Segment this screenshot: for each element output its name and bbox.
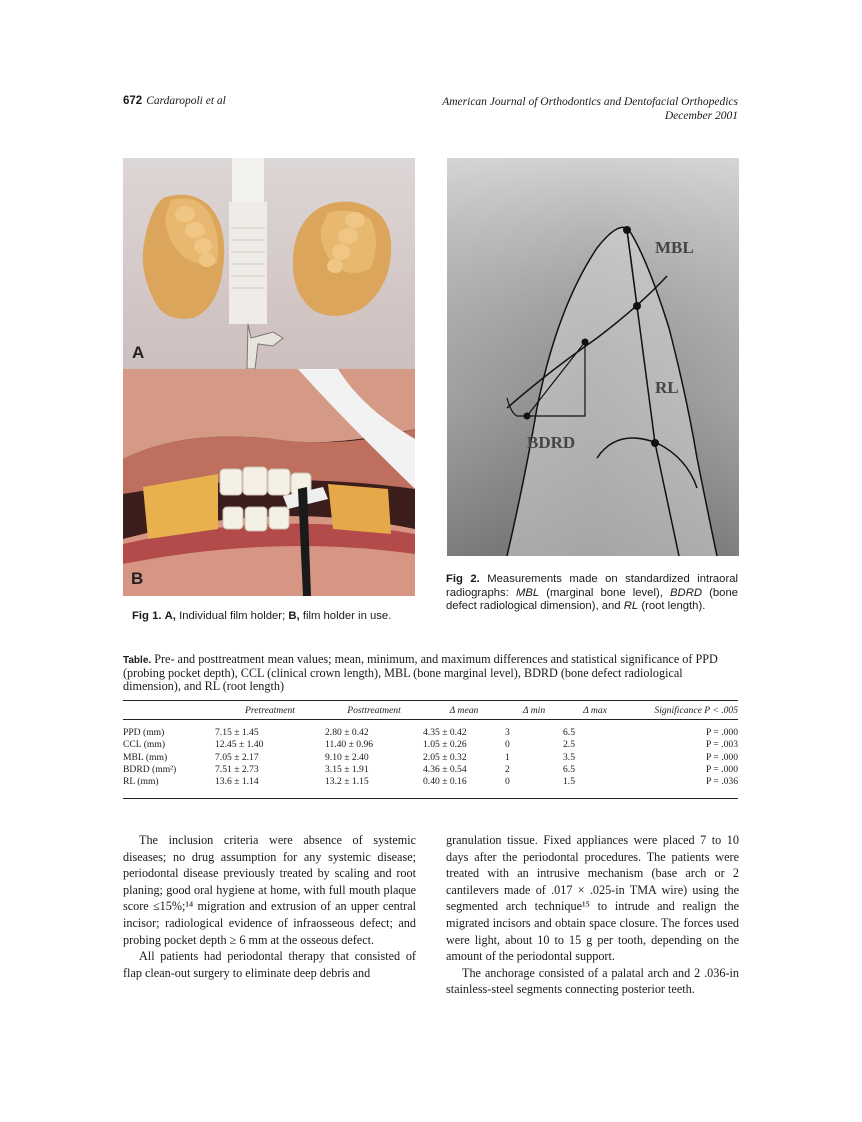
table-cell: 1	[505, 751, 510, 763]
row-label: BDRD (mm²)	[123, 764, 177, 776]
table-cell: 6.5	[563, 764, 575, 776]
table-cell: 9.10 ± 2.40	[325, 751, 369, 763]
figure-2-caption: Fig 2. Measurements made on standardized intraoral radiographs: MBL (marginal bone level), BDRD (bone defect radiological dimension), and RL (root length).	[446, 573, 739, 612]
page-number: 672	[123, 95, 143, 107]
paragraph: All patients had periodontal therapy that consisted of flap clean-out surgery to eliminate deep debris and	[123, 949, 416, 980]
table-header-cell: Posttreatment	[347, 704, 401, 716]
table-cell: 2.80 ± 0.42	[325, 727, 369, 739]
table-header-cell: Significance P < .005	[654, 704, 738, 716]
table-cell: 3.5	[563, 751, 575, 763]
figure-1-caption: Fig 1. A, Individual film holder; B, film holder in use.	[132, 610, 392, 622]
body-column-right	[446, 832, 739, 998]
label-bdrd: BDRD	[527, 433, 576, 452]
film-holder-in-use-illustration	[123, 369, 415, 596]
radiograph-diagram	[447, 158, 739, 556]
table-cell: P = .036	[706, 776, 738, 788]
row-label: CCL (mm)	[123, 739, 166, 751]
table-row	[123, 764, 738, 776]
table-header-cell	[123, 702, 215, 718]
authors: Cardaropoli et al	[146, 95, 226, 107]
figure-1b-photo	[123, 369, 415, 596]
journal-title: American Journal of Orthodontics and Dentofacial Orthopedics	[442, 96, 738, 108]
results-table	[123, 702, 738, 788]
table-row	[123, 776, 738, 788]
table-cell: P = .000	[706, 751, 738, 763]
table-cell: P = .000	[706, 727, 738, 739]
table-cell: 7.05 ± 2.17	[215, 751, 259, 763]
table-cell: 6.5	[563, 727, 575, 739]
figure-1a-photo	[123, 158, 415, 369]
row-label: RL (mm)	[123, 776, 159, 788]
label-rl: RL	[655, 378, 679, 397]
figure-2-caption-label: Fig 2.	[446, 573, 480, 585]
table-cell: 1.5	[563, 776, 575, 788]
table-label: Table.	[123, 655, 152, 666]
table-header-cell: Pretreatment	[245, 704, 295, 716]
figure-2-radiograph	[447, 158, 739, 556]
table-cell: 2	[505, 764, 510, 776]
table-bottom-rule	[123, 798, 738, 799]
table-cell: 12.45 ± 1.40	[215, 739, 264, 751]
table-row	[123, 727, 738, 739]
body-column-left	[123, 832, 416, 981]
table-cell: 0	[505, 739, 510, 751]
table-header-cell: Δ min	[522, 704, 546, 716]
row-label: MBL (mm)	[123, 751, 168, 763]
table-cell: 4.35 ± 0.42	[423, 727, 467, 739]
journal-issue: December 2001	[664, 110, 738, 122]
table-cell: 2.05 ± 0.32	[423, 751, 467, 763]
running-header-right	[442, 95, 738, 123]
panel-label-a: A	[132, 343, 145, 362]
table-header-cell: Δ mean	[449, 704, 479, 716]
paragraph: granulation tissue. Fixed appliances were placed 7 to 10 days after the periodontal procedures. The patients were treated with an intrusive mechanism (base arch or 2 cantilevers made of .017 × .025-in TMA wire) using the segmented arch technique¹⁵ to intrude and realign the migrated incisors and obtain space closure. The forces used were light, about 10 to 15 g per tooth, depending on the amount of the periodontal support.	[446, 833, 739, 964]
table-header-row	[123, 702, 738, 718]
table-cell: P = .000	[706, 764, 738, 776]
table-cell: 13.2 ± 1.15	[325, 776, 369, 788]
table-cell: 0	[505, 776, 510, 788]
table-cell: 1.05 ± 0.26	[423, 739, 467, 751]
table-cell: P = .003	[706, 739, 738, 751]
running-header-left	[123, 95, 226, 107]
paragraph: The anchorage consisted of a palatal arch and 2 .036-in stainless-steel segments connecting posterior teeth.	[446, 965, 739, 997]
label-mbl: MBL	[655, 238, 694, 257]
table-top-rule	[123, 700, 738, 701]
table-header-cell: Δ max	[583, 704, 607, 716]
table-cell: 3	[505, 727, 510, 739]
row-label: PPD (mm)	[123, 727, 165, 739]
film-holder-illustration	[123, 158, 415, 369]
table-row	[123, 752, 738, 764]
panel-label-b: B	[131, 569, 144, 588]
table-cell: 4.36 ± 0.54	[423, 764, 467, 776]
table-cell: 13.6 ± 1.14	[215, 776, 259, 788]
table-cell: 11.40 ± 0.96	[325, 739, 374, 751]
table-caption: Table. Pre- and posttreatment mean values; mean, minimum, and maximum differences and statistical significance of PPD (probing pocket depth), CCL (clinical crown length), MBL (bone marginal level), BDRD (bone defect radiological dimension), and RL (root length)	[123, 652, 718, 693]
table-cell: 7.51 ± 2.73	[215, 764, 259, 776]
table-cell: 0.40 ± 0.16	[423, 776, 467, 788]
table-row	[123, 739, 738, 751]
table-cell: 3.15 ± 1.91	[325, 764, 369, 776]
table-cell: 7.15 ± 1.45	[215, 727, 259, 739]
figure-1-caption-label: Fig 1.	[132, 610, 162, 622]
paragraph: The inclusion criteria were absence of systemic diseases; no drug assumption for any systemic disease; periodontal disease previously treated by scaling and root planing; good oral hygiene at home, with full mouth plaque score ≤15%;¹⁴ migration and extrusion of an upper central incisor; radiological evidence of infraosseous defect; and probing pocket depth ≥ 6 mm at the osseous defect.	[123, 833, 416, 947]
table-cell: 2.5	[563, 739, 575, 751]
